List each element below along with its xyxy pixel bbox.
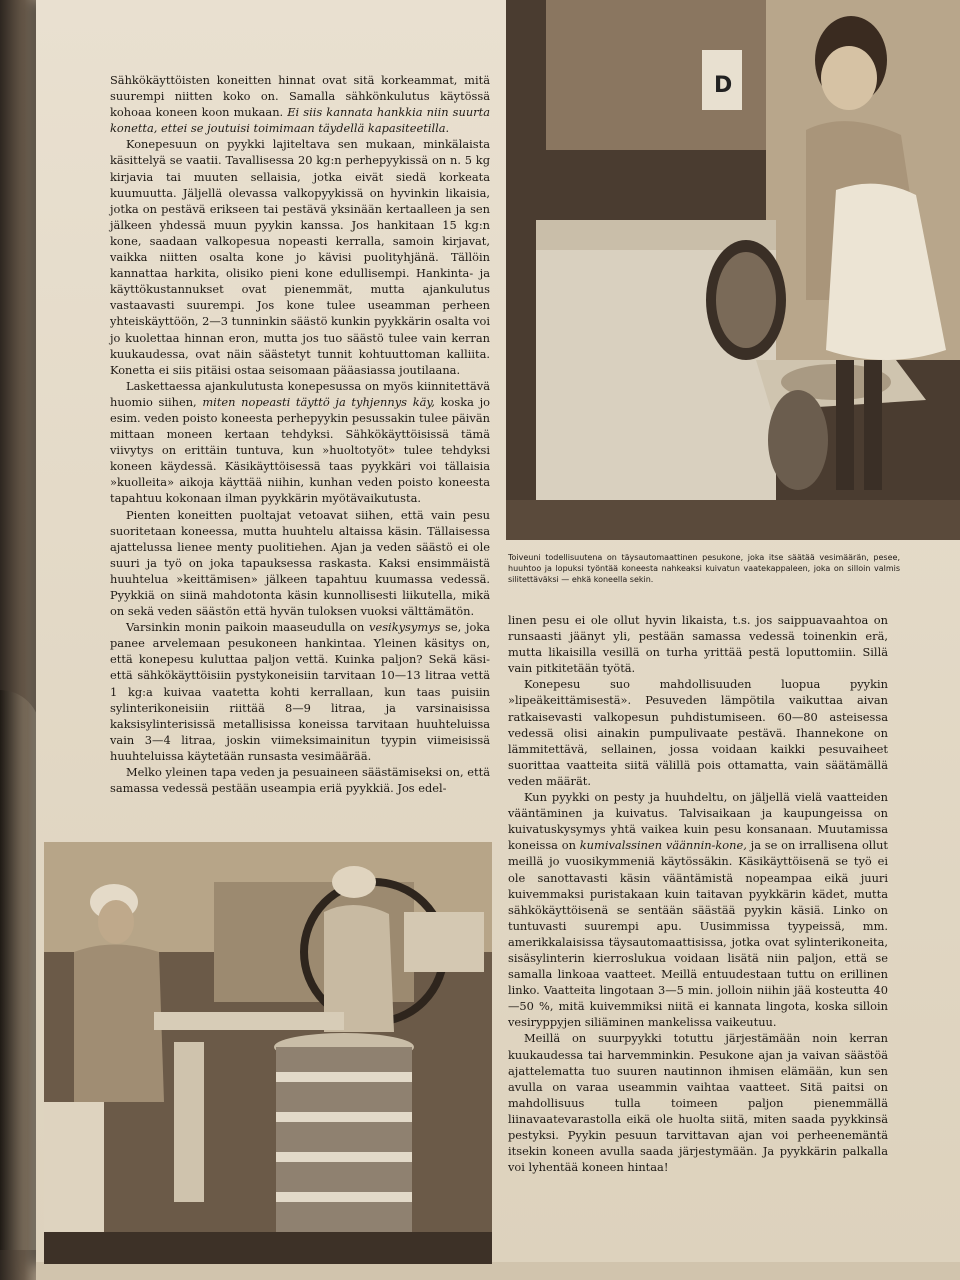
emphasis: miten nopeasti täyttö ja tyhjennys käy, [202,394,435,409]
paragraph: Konepesuun on pyykki lajiteltava sen mukaan, minkälaista käsittelyä se vaatii. Tavallisessa 20 kg:n perhepyykissä on n. 5 kg kirjavia tai muuten sellaisia, jotka eivät siedä korkeata kuumuutta. Jäljellä olevassa valkopyykissä on hyvinkin likaisia, jotka on pestävä erikseen tai pestävä yksinään kertaalleen ja sen jälkeen yhdessä muun pyykin kanssa. Jos hankitaan 15 kg:n kone, saadaan valkopesua nopeasti kerralla, samoin kirjavat, vaikka niitten osalta kone jo kävisi puolityhjänä. Tällöin kannattaa harkita, olisiko pieni kone edullisempi. Hankinta- ja käyttökustannukset ovat pienemmät, mutta ajankulutus vastaavasti suurempi. Jos kone tulee useamman perheen yhteiskäyttöön, 2—3 tunninkin säästö kunkin pyykkärin osalta voi jo kuolettaa hinnan eron, mutta jos tuo säästö tulee vain kerran kuukaudessa, ovat näin säästetyt tunnit kohtuuttoman kalliita. Konetta ei siis pitäisi ostaa seisomaan pääasiassa joutilaana. [110,137,490,377]
emphasis: kumivalssinen väännin-kone, [579,838,747,853]
paragraph: Varsinkin monin paikoin maaseudulla on vesikysymys se, joka panee arvelemaan pesukoneen hankintaa. Yleinen käsitys on, että konepesu kuluttaa paljon vettä. Kuinka paljon? Sekä käsi- että sähkökäyttöisiin pystykoneisiin tarvitaan 10—13 litraa vettä 1 kg:a kuivaa vaatetta kohti kerrallaan, kun taas puisiin sylinterikoneisiin riittää 8—9 litraa, ja varsinaisissa kaksisylinterisissä metallisissa koneissa tarvitaan huuhteluissa vain 3—4 litraa, joskin viimeksimainitun tyypin viimeisissä huuhteluissa käytetään runsasta vesimäärää. [110,620,491,763]
emphasis: vesikysymys [369,620,441,635]
paragraph: Konepesu suo mahdollisuuden luopua pyykin »lipeäkeittämisestä». Pesuveden lämpötila vaikuttaa aivan ratkaisevasti valkopesun puhdistumiseen. 60—80 asteisessa vedessä olisi ainakin pumpulivaate pestävä. Ihannekone on lämmitettävä, sellainen, jossa voidaan kaikki pesuvaiheet suorittaa vaatteita siitä välillä pois ottamatta, vain säätämällä veden määrät. [508,677,888,788]
emphasis: Ei siis kannata hankkia niin suurta konetta, ettei se joutuisi toimimaan täydellä kapasiteetilla. [110,105,490,136]
paragraph: Meillä on suurpyykki totuttu järjestämään noin kerran kuukaudessa tai harvemminkin. Pesukone ajan ja vaivan säästöä ajattelematta tuo suuren nautinnon ihmisen elämään, kun sen avulla on varaa useammin vaihtaa vaatteet. Sitä paitsi on mahdollisuus tulla toimeen paljon pienemmällä liinavaatevarastolla eikä ole huolta siitä, miten saada pyykkinsä pestyksi. Pyykin pesuun tarvittavan ajan voi perheenemäntä itsekin koneen avulla saada järjestymään. Ja pyykkärin palkalla voi lyhentää koneen hintaa! [508,1031,888,1175]
paragraph: Melko yleinen tapa veden ja pesuaineen säästämiseksi on, että samassa vedessä pestään useampia eriä pyykkiä. Jos edel- [110,765,490,796]
page-bottom-edge [36,1262,960,1280]
article-left-column [110,72,490,796]
photo-caption: Toiveuni todellisuutena on täysautomaattinen pesukone, joka itse säätää vesimäärän, pesee, huuhtoo ja lopuksi työntää koneesta nahkeaksi kuivatun vaatekappaleen, joka on silloin valmis silitettäväksi — ehkä koneella sekin. [508,553,900,584]
machine-letter: D [714,73,733,98]
photo-illustration [506,0,960,540]
paragraph: Laskettaessa ajankulutusta konepesussa on myös kiinnitettävä huomio siihen, miten nopeasti täyttö ja tyhjennys käy, koska jo esim. veden poisto koneesta perhepyykin pesussakin tulee päivän mittaan moneen kertaan tehdyksi. Sähkökäyttöisissä tämä viivytys on erittäin tuntuva, kun »huoltotyöt» tulee tehdyksi koneen käydessä. Käsikäyttöisessä taas pyykkäri voi tällaisia »kuolleita» aikoja käyttää niihin, kunhan veden poisto koneesta tapahtuu kokonaan ilman pyykkärin myötävaikutusta. [110,378,490,506]
article-right-column [508,612,888,1175]
paragraph: linen pesu ei ole ollut hyvin likaista, t.s. jos saippuavaahtoa on runsaasti jäänyt yli, pestään samassa vedessä toinenkin erä, mutta likaisilla vesillä on turha yrittää pestä loputtomiin. Sillä vain pitkitetään työtä. [508,613,888,676]
paragraph: Kun pyykki on pesty ja huuhdeltu, on jäljellä vielä vaatteiden vääntäminen ja kuivatus. Talvisaikaan ja kaupungeissa on kuivatuskysymys yhtä vaikea kuin pesu konsanaan. Muutamissa koneissa on kumivalssinen väännin-kone, ja se on irrallisena ollut meillä jo vuosikymmeniä käytössäkin. Käsikäyttöisenä se työ ei ole sanottavasti käsin vääntämistä nopeampaa eikä juuri kuivemmaksi puristakaan kuin taitavan pyykkärin kädet, mutta sähkökäyttöisenä se sentään säästää pyykin käsiä. Linko on tuntuvasti suurempi apu. Uusimmissa tyypeissä, mm. amerikkalaisissa täysautomaattisissa, jotka ovat sylinterikoneita, sisäsylinterin kierroslukua voidaan lisätä niin paljon, että se samalla linkoaa vaatteet. Meillä entuudestaan tuttu on erillinen linko. Vaatteita lingotaan 3—5 min. jolloin niihin jää kosteutta 40—50 %, mitä kuivemmiksi niitä ei kannata lingota, koska silloin vesiryppyjen siliäminen mankelissa vaikeutuu. [508,790,889,1030]
photo-automatic-washer [506,0,960,540]
paragraph: Sähkökäyttöisten koneitten hinnat ovat sitä korkeammat, mitä suurempi niitten koko on. Samalla sähkönkulutus käytössä kohoaa koneen koon mukaan. Ei siis kannata hankkia niin suurta konetta, ettei se joutuisi toimimaan täydellä kapasiteetilla. [110,73,490,136]
previous-page-edge [0,690,40,1250]
paragraph: Pienten koneitten puoltajat vetoavat siihen, että vain pesu suoritetaan koneessa, mutta huuhtelu altaissa käsin. Tällaisessa ajattelussa lienee menty puolitiehen. Ajan ja veden säästö ei ole suuri ja työ on joka tapauksessa raskasta. Kaksi ensimmäistä huuhtelua »keittämisen» jälkeen tapahtuu kuumassa vedessä. Pyykkiä on siinä mahdotonta käsin kunnollisesti liikutella, mikä on sekä veden säästön että hyvän tuloksen vuoksi välttämätön. [110,507,490,619]
photo-laundry-workers [44,842,492,1264]
photo-illustration [44,842,492,1264]
